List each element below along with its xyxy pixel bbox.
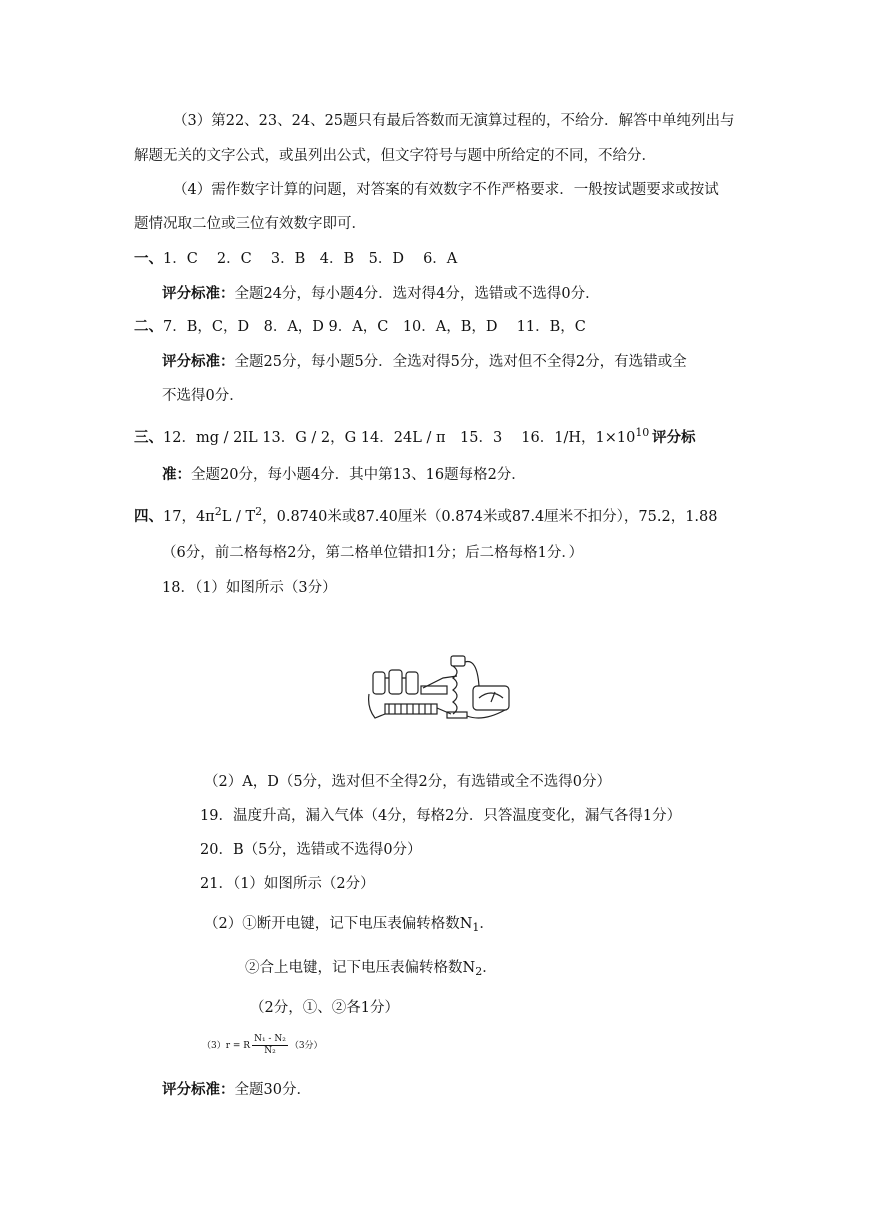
circuit-apparatus-figure bbox=[365, 648, 517, 724]
q21-part-2-score: （2分，①、②各1分） bbox=[250, 1000, 399, 1016]
subscript: 2 bbox=[475, 965, 483, 978]
fraction-denominator: N₂ bbox=[264, 1046, 276, 1056]
galvanometer-body bbox=[473, 686, 509, 710]
coil-base bbox=[447, 712, 467, 718]
q21-part-3-formula bbox=[202, 1034, 323, 1057]
rheostat bbox=[385, 704, 437, 714]
note-3-line-2: 解题无关的文字公式，或虽列出公式，但文字符号与题中所给定的不同，不给分． bbox=[134, 148, 656, 164]
section-2-answers bbox=[134, 317, 586, 337]
q21-part-2-step-1 bbox=[204, 914, 494, 934]
q17-part-b: L / T bbox=[221, 509, 256, 525]
section-2-scoring bbox=[162, 352, 687, 372]
scoring-label: 评分标准： bbox=[162, 1081, 235, 1098]
q17-part-c: ，0.8740米或87.40厘米（0.874米或87.4厘米不扣分），75.2，1.88 bbox=[262, 509, 718, 525]
wire bbox=[369, 694, 385, 718]
exponent: 10 bbox=[635, 426, 650, 439]
scoring-text: 全题20分，每小题4分．其中第13、16题每格2分． bbox=[191, 467, 526, 483]
q17-part-a: 17，4π bbox=[163, 509, 215, 525]
rheostat-windings bbox=[389, 704, 431, 714]
section-2-head: 二、 bbox=[134, 318, 163, 335]
battery-cell bbox=[406, 672, 418, 694]
section-3-head: 三、 bbox=[134, 429, 163, 446]
scoring-text: 全题25分，每小题5分．全选对得5分，选对但不全得2分，有选错或全 bbox=[234, 354, 687, 370]
galvanometer-scale bbox=[479, 693, 503, 698]
subscript: 1 bbox=[472, 921, 480, 934]
section-1-answers bbox=[134, 249, 457, 269]
exponent: 2 bbox=[255, 505, 263, 518]
spring-coil bbox=[453, 666, 457, 714]
note-3-line-1: （3）第22、23、24、25题只有最后答数而无演算过程的，不给分．解答中单纯列出与 bbox=[173, 113, 735, 129]
note-4-line-1: （4）需作数字计算的问题，对答案的有效数字不作严格要求．一般按试题要求或按试 bbox=[173, 182, 719, 198]
note-4-line-2: 题情况取二位或三位有效数字即可． bbox=[134, 216, 366, 232]
section-3-scoring bbox=[162, 465, 526, 485]
wire bbox=[465, 662, 479, 687]
wire bbox=[437, 708, 451, 714]
formula-prefix: （3）r = R bbox=[202, 1041, 251, 1051]
q21-part-2-step-2 bbox=[245, 958, 497, 978]
scoring-label: 评分标准： bbox=[162, 285, 235, 302]
exponent: 2 bbox=[214, 505, 222, 518]
section-2-scoring-cont: 不选得0分． bbox=[162, 388, 244, 404]
q21-part-1: 21．（1）如图所示（2分） bbox=[200, 876, 375, 892]
battery-cell bbox=[389, 670, 402, 694]
step-text: ②合上电键，记下电压表偏转格数N bbox=[245, 960, 476, 976]
section-1-answer-text: 1．C 2．C 3．B 4．B 5．D 6．A bbox=[163, 251, 458, 267]
coil-top bbox=[451, 656, 465, 666]
section-3-scoring-label-a: 评分标 bbox=[652, 429, 696, 446]
scoring-text: 全题24分，每小题4分．选对得4分，选错或不选得0分． bbox=[234, 286, 600, 302]
fraction-numerator: N₁ - N₂ bbox=[254, 1034, 286, 1044]
wire bbox=[467, 710, 505, 718]
formula-suffix: （3分） bbox=[289, 1041, 323, 1051]
section-2-answer-text: 7．B，C，D 8．A，D 9．A，C 10．A，B，D 11．B，C bbox=[163, 319, 586, 335]
step-end: ． bbox=[479, 916, 494, 932]
battery-cell bbox=[373, 672, 385, 694]
section-3-answer-text: 12．mg / 2IL 13．G / 2，G 14．24L / π 15．3 16．1/H，1×10 bbox=[163, 430, 636, 446]
step-end: ． bbox=[482, 960, 497, 976]
step-text: （2）①断开电键，记下电压表偏转格数N bbox=[204, 916, 473, 932]
section-3-answers bbox=[134, 428, 649, 448]
q17-scoring: （6分，前二格每格2分，第二格单位错扣1分；后二格每格1分．） bbox=[162, 545, 584, 561]
section-4-head: 四、 bbox=[134, 508, 163, 525]
scoring-label-b: 准： bbox=[162, 466, 191, 483]
fraction bbox=[252, 1034, 288, 1057]
scoring-label: 评分标准： bbox=[162, 353, 235, 370]
q17-answer bbox=[134, 507, 718, 527]
q19-answer: 19．温度升高，漏入气体（4分，每格2分．只答温度变化，漏气各得1分） bbox=[200, 808, 682, 824]
q18-part-2: （2）A，D（5分，选对但不全得2分，有选错或全不选得0分） bbox=[204, 774, 611, 790]
section-1-scoring bbox=[162, 284, 600, 304]
section-4-scoring bbox=[162, 1080, 311, 1100]
q18-part-1: 18．（1）如图所示（3分） bbox=[162, 580, 337, 596]
scoring-text: 全题30分． bbox=[234, 1082, 311, 1098]
section-1-head: 一、 bbox=[134, 250, 163, 267]
q20-answer: 20．B（5分，选错或不选得0分） bbox=[200, 842, 422, 858]
